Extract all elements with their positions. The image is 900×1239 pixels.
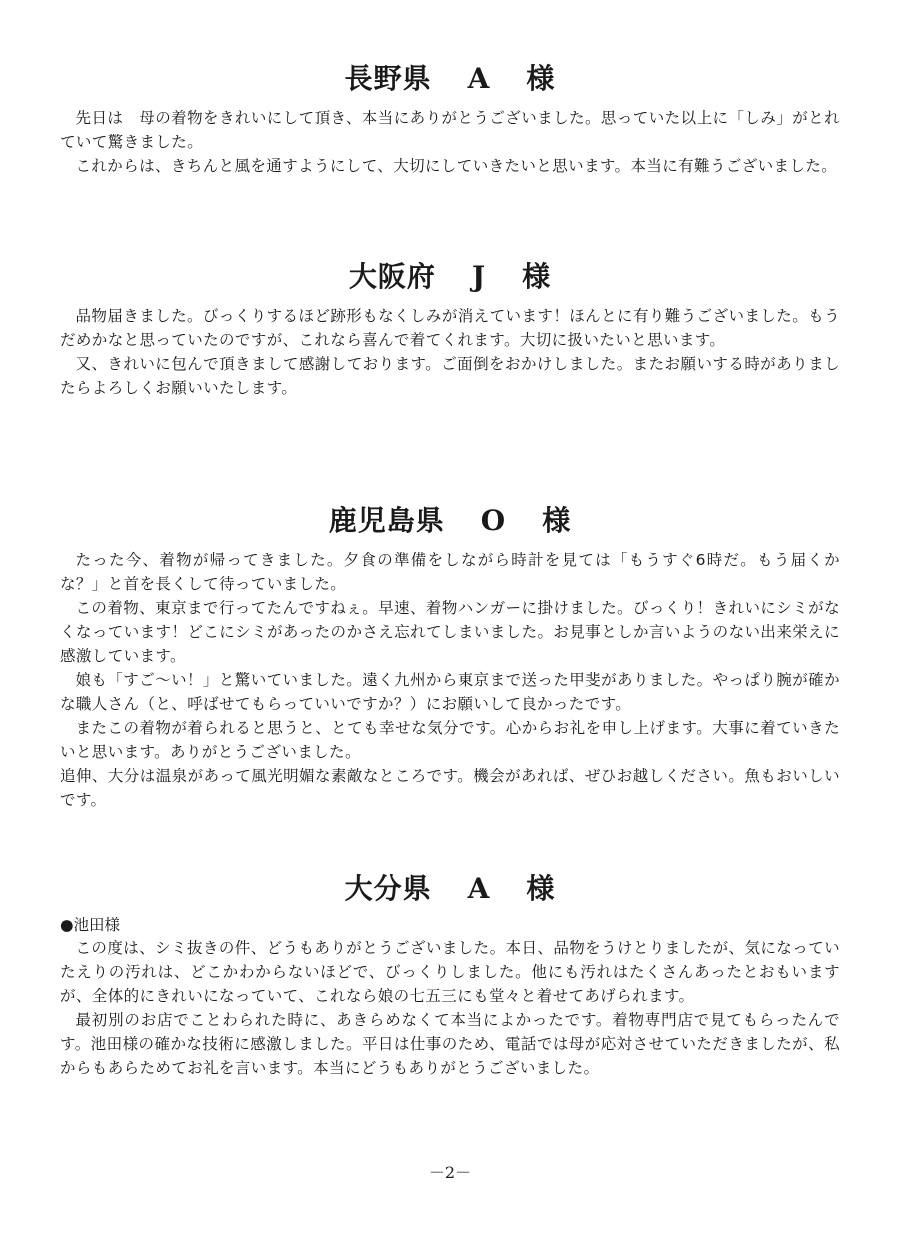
honorific: 様 — [542, 504, 572, 537]
testimonial-oita — [60, 914, 840, 1080]
testimonial-osaka — [60, 304, 840, 400]
testimonial-paragraph: 品物届きました。びっくりするほど跡形もなくしみが消えています！ほんとに有り難うございました。もうだめかなと思っていたのですが、これなら喜んで着てくれます。大切に扱いたいと思います。 — [60, 307, 840, 349]
testimonial-paragraph: たった今、着物が帰ってきました。夕食の準備をしながら時計を見ては「もうすぐ6時だ。もう届くかな？」と首を長くして待っていました。 — [60, 551, 840, 593]
prefecture-name: 鹿児島県 — [328, 504, 445, 537]
addressee-label: ●池田様 — [60, 916, 121, 934]
honorific: 様 — [522, 260, 552, 293]
customer-initial: A — [467, 872, 491, 905]
testimonial-paragraph: この度は、シミ抜きの件、どうもありがとうございました。本日、品物をうけとりましたが、気になっていたえりの汚れは、どこかわからないほどで、びっくりしました。他にも汚れはたくさんあったとおもいますが、全体的にきれいになっていて、これなら娘の七五三にも堂々と着せてあげられます。 — [60, 939, 840, 1005]
customer-initial: A — [467, 62, 491, 95]
honorific: 様 — [526, 62, 556, 95]
section-heading-nagano — [60, 62, 840, 96]
section-heading-kagoshima — [60, 504, 840, 538]
testimonial-kagoshima — [60, 548, 840, 812]
testimonial-paragraph: この着物、東京まで行ってたんですねぇ。早速、着物ハンガーに掛けました。びっくり！きれいにシミがなくなっています！どこにシミがあったのかさえ忘れてしまいました。お見事としか言いようのない出来栄えに感激しています。 — [60, 599, 840, 665]
testimonial-paragraph: これからは、きちんと風を通すようにして、大切にしていきたいと思います。本当に有難うございました。 — [75, 157, 838, 175]
testimonial-paragraph: 又、きれいに包んで頂きまして感謝しております。ご面倒をおかけしました。またお願いする時がありましたらよろしくお願いいたします。 — [60, 355, 840, 397]
prefecture-name: 長野県 — [344, 62, 432, 95]
testimonial-paragraph: 先日は 母の着物をきれいにして頂き、本当にありがとうございました。思っていた以上に「しみ」がとれていて驚きました。 — [60, 109, 840, 151]
section-heading-osaka — [60, 260, 840, 294]
testimonial-paragraph: 最初別のお店でことわられた時に、あきらめなくて本当によかったです。着物専門店で見てもらったんです。池田様の確かな技術に感激しました。平日は仕事のため、電話では母が応対させていただきましたが、私からもあらためてお礼を言います。本当にどうもありがとうございました。 — [60, 1011, 840, 1077]
prefecture-name: 大阪府 — [348, 260, 436, 293]
prefecture-name: 大分県 — [344, 872, 432, 905]
customer-initial: J — [471, 260, 487, 293]
testimonial-nagano — [60, 106, 840, 178]
customer-initial: O — [480, 504, 507, 537]
testimonial-paragraph: またこの着物が着られると思うと、とても幸せな気分です。心からお礼を申し上げます。大事に着ていきたいと思います。ありがとうございました。 — [60, 719, 840, 761]
testimonial-paragraph: 娘も「すご～い！」と驚いていました。遠く九州から東京まで送った甲斐がありました。やっぱり腕が確かな職人さん（と、呼ばせてもらっていいですか？）にお願いして良かったです。 — [60, 671, 840, 713]
postscript: 追伸、大分は温泉があって風光明媚な素敵なところです。機会があれば、ぜひお越しください。魚もおいしいです。 — [60, 767, 840, 809]
page-number: －2－ — [428, 1163, 472, 1182]
section-heading-oita — [60, 872, 840, 906]
honorific: 様 — [526, 872, 556, 905]
